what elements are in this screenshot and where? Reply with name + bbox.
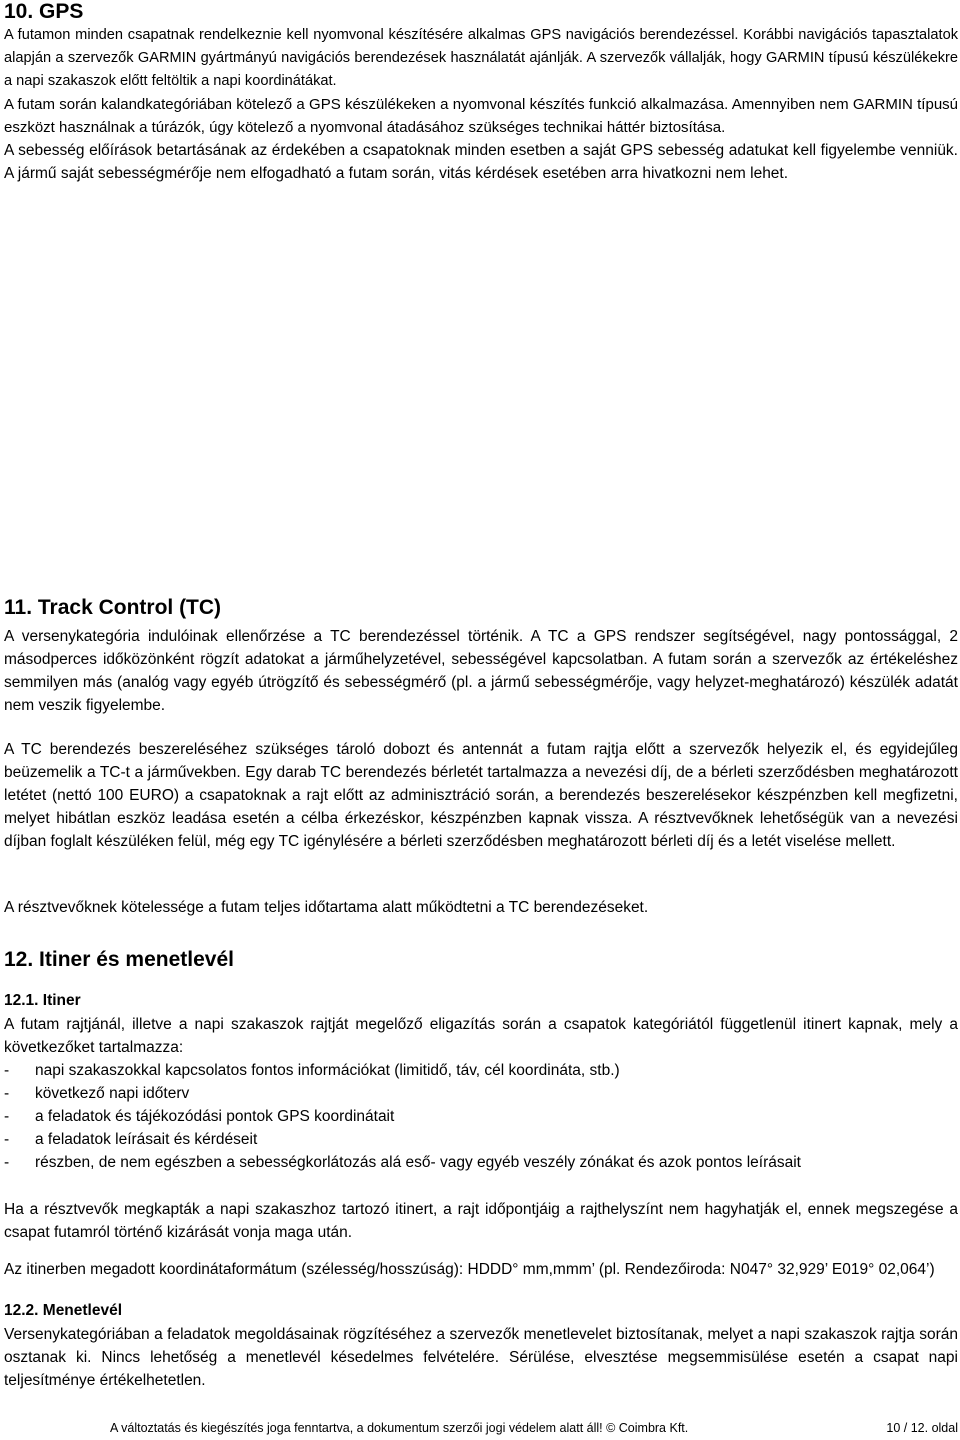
footer-copyright: A változtatás és kiegészítés joga fenntartva, a dokumentum szerzői jogi védelem alatt áll! © Coimbra Kft.: [110, 1421, 689, 1435]
section-10-paragraph-1: A futamon minden csapatnak rendelkeznie kell nyomvonal készítésére alkalmas GPS navigációs berendezéssel. Korábbi navigációs tapasztalatok alapján a szervezők GARMIN gyártmányú navigációs berendezések használatát ajánlják. A szervezők vállalják, hogy GARMIN típusú készülékekre a napi szakaszok előtt feltöltik a napi koordinátákat.: [4, 27, 958, 89]
section-12-1-para-2: Ha a résztvevők megkapták a napi szakaszhoz tartozó itinert, a rajt időpontjáig a rajthelyszínt nem hagyhatják el, ennek megszegése a csapat futamról történő kizárását vonja maga után.: [4, 1201, 958, 1241]
list-item: - napi szakaszokkal kapcsolatos fontos információkat (limitidő, táv, cél koordináta, stb.): [4, 1059, 958, 1082]
section-10-paragraph-2: A futam során kalandkategóriában kötelező a GPS készülékeken a nyomvonal készítés funkció alkalmazása. Amennyiben nem GARMIN típusú eszközt használnak a túrázók, úgy kötelező a nyomvonal átadásához szükséges technikai háttér biztosítása.: [4, 96, 958, 136]
section-11-paragraph-2: A TC berendezés beszereléséhez szükséges tároló dobozt és antennát a futam rajtja előtt a szervezők helyezik el, és egyidejűleg beüzemelik a TC-t a járművekben. Egy darab TC berendezés bérletét tartalmazza a nevezési díj, de a bérleti szerződésben meghatározott letétet (nettó 100 EURO) a csapatoknak a rajt előtt az adminisztráció során, a berendezés beszerelésekor készpénzben kell megfizetni, melyet hibátlan eszköz leadása esetén a célba érkezéskor, készpénzben kapnak vissza. A résztvevőknek lehetőségük van a nevezési díjban foglalt készüléken felül, még egy TC igénylésére a bérleti szerződésben meghatározott bérleti díj és a letét viselése mellett.: [4, 741, 958, 850]
list-dash: -: [4, 1085, 10, 1102]
list-item: - következő napi időterv: [4, 1082, 958, 1105]
section-10-paragraph-3: A sebesség előírások betartásának az érdekében a csapatoknak minden esetben a saját GPS sebesség adatukat kell figyelembe venniük. A jármű saját sebességmérője nem elfogadható a futam során, vitás kérdések esetében arra hivatkozni nem lehet.: [4, 142, 958, 182]
list-dash: -: [4, 1108, 10, 1125]
section-12-1-body: [4, 1013, 958, 1174]
list-dash: -: [4, 1154, 10, 1171]
list-item: - a feladatok és tájékozódási pontok GPS koordinátait: [4, 1105, 958, 1128]
section-11-paragraph-1: A versenykategória indulóinak ellenőrzése a TC berendezéssel történik. A TC a GPS rendszer segítségével, nagy pontossággal, 2 másodperces időközönként rögzít adatokat a járműhelyzetével, sebességével kapcsolatban. A futam során a szervezők az értékeléshez semmilyen más (analóg vagy egyéb útrögzítő és sebességmérő (pl. a jármű sebességmérője, vagy helyzet-meghatározó) készülék adatát nem veszik figyelembe.: [4, 628, 958, 714]
section-10-body: [4, 24, 958, 185]
section-11-body-3: [4, 896, 958, 919]
footer-page-number: 10 / 12. oldal: [886, 1421, 958, 1435]
list-item: - részben, de nem egészben a sebességkorlátozás alá eső- vagy egyéb veszély zónákat és azok pontos leírásait: [4, 1151, 958, 1174]
section-12-title: 12. Itiner és menetlevél: [4, 948, 234, 971]
list-dash: -: [4, 1062, 10, 1079]
list-dash: -: [4, 1131, 10, 1148]
section-11-body: [4, 625, 958, 717]
section-11-body-2: [4, 738, 958, 853]
section-12-1-intro: A futam rajtjánál, illetve a napi szakaszok rajtját megelőző eligazítás során a csapatok kategóriától függetlenül itinert kapnak, mely a következőket tartalmazza:: [4, 1016, 958, 1056]
section-12-1-para-3: Az itinerben megadott koordinátaformátum (szélesség/hosszúság): HDDD° mm,mmm’ (pl. Rendezőiroda: N047° 32,929’ E019° 02,064’): [4, 1261, 935, 1278]
list-item: - a feladatok leírásait és kérdéseit: [4, 1128, 958, 1151]
section-12-2-title: 12.2. Menetlevél: [4, 1302, 123, 1319]
section-12-1-title: 12.1. Itiner: [4, 992, 81, 1009]
itiner-content-list: [4, 1059, 958, 1174]
section-10-title: 10. GPS: [4, 0, 84, 23]
section-11-title: 11. Track Control (TC): [4, 596, 222, 619]
section-12-2-body: Versenykategóriában a feladatok megoldásainak rögzítéséhez a szervezők menetlevelet biztosítanak, melyet a napi szakaszok rajtja során osztanak ki. Nincs lehetőség a menetlevél késedelmes felvételére. Sérülése, elvesztése megsemmisülése esetén a csapat napi teljesítménye értékelhetetlen.: [4, 1326, 958, 1389]
section-11-paragraph-3: A résztvevőknek kötelessége a futam teljes időtartama alatt működtetni a TC berendezéseket.: [4, 899, 649, 916]
